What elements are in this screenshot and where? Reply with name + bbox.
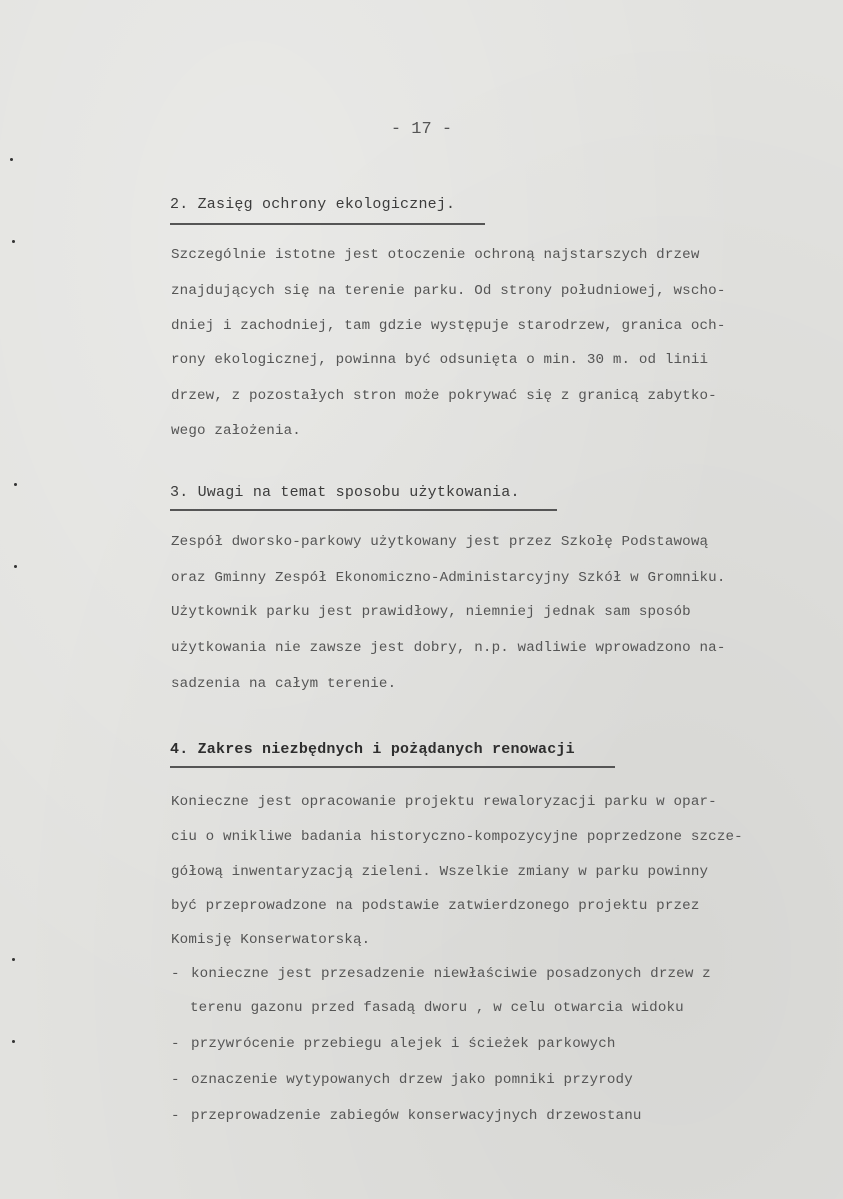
paragraph-line: wego założenia. [171,423,301,439]
list-item [171,966,711,982]
list-item-text: konieczne jest przesadzenie niewłaściwie posadzonych drzew z [191,966,711,982]
margin-dot [10,158,13,161]
dash-marker: - [171,1108,180,1124]
paragraph-line: Użytkownik parku jest prawidłowy, niemniej jednak sam sposób [171,604,691,620]
list-item-text: przeprowadzenie zabiegów konserwacyjnych drzewostanu [191,1108,642,1124]
paragraph-line: Zespół dworsko-parkowy użytkowany jest przez Szkołę Podstawową [171,534,709,550]
list-item-text: przywrócenie przebiegu alejek i ścieżek parkowych [191,1036,616,1052]
list-item [171,1108,642,1124]
list-item [171,1072,633,1088]
margin-dot [12,1040,15,1043]
section-heading: 2. Zasięg ochrony ekologicznej. [170,196,456,213]
paragraph-line: sadzenia na całym terenie. [171,676,397,692]
paragraph-line: drzew, z pozostałych stron może pokrywać się z granicą zabytko- [171,388,717,404]
dash-marker: - [171,1072,180,1088]
list-item-continuation: terenu gazonu przed fasadą dworu , w celu otwarcia widoku [190,1000,684,1016]
margin-dot [12,240,15,243]
paragraph-line: Szczególnie istotne jest otoczenie ochroną najstarszych drzew [171,247,700,263]
paragraph-line: być przeprowadzone na podstawie zatwierdzonego projektu przez [171,898,700,914]
dash-marker: - [171,1036,180,1052]
margin-dot [14,565,17,568]
paragraph-line: użytkowania nie zawsze jest dobry, n.p. wadliwie wprowadzono na- [171,640,726,656]
paragraph-line: dniej i zachodniej, tam gdzie występuje starodrzew, granica och- [171,318,726,334]
page-number: - 17 - [390,120,453,139]
heading-underline [170,509,557,511]
margin-dot [14,483,17,486]
paragraph-line: Komisję Konserwatorską. [171,932,371,948]
section-heading: 3. Uwagi na temat sposobu użytkowania. [170,484,520,501]
paragraph-line: gółową inwentaryzacją zieleni. Wszelkie zmiany w parku powinny [171,864,709,880]
paragraph-line: Konieczne jest opracowanie projektu rewaloryzacji parku w opar- [171,794,717,810]
paragraph-line: rony ekologicznej, powinna być odsunięta o min. 30 m. od linii [171,352,709,368]
dash-marker: - [171,966,180,982]
section-heading: 4. Zakres niezbędnych i pożądanych renowacji [170,741,575,758]
paragraph-line: oraz Gminny Zespół Ekonomiczno-Administarcyjny Szkół w Gromniku. [171,570,726,586]
heading-underline [170,223,485,225]
paragraph-line: ciu o wnikliwe badania historyczno-kompozycyjne poprzedzone szcze- [171,829,743,845]
list-item-text: oznaczenie wytypowanych drzew jako pomniki przyrody [191,1072,633,1088]
margin-dot [12,958,15,961]
list-item [171,1036,616,1052]
paragraph-line: znajdujących się na terenie parku. Od strony południowej, wscho- [171,283,726,299]
heading-underline [170,766,615,768]
